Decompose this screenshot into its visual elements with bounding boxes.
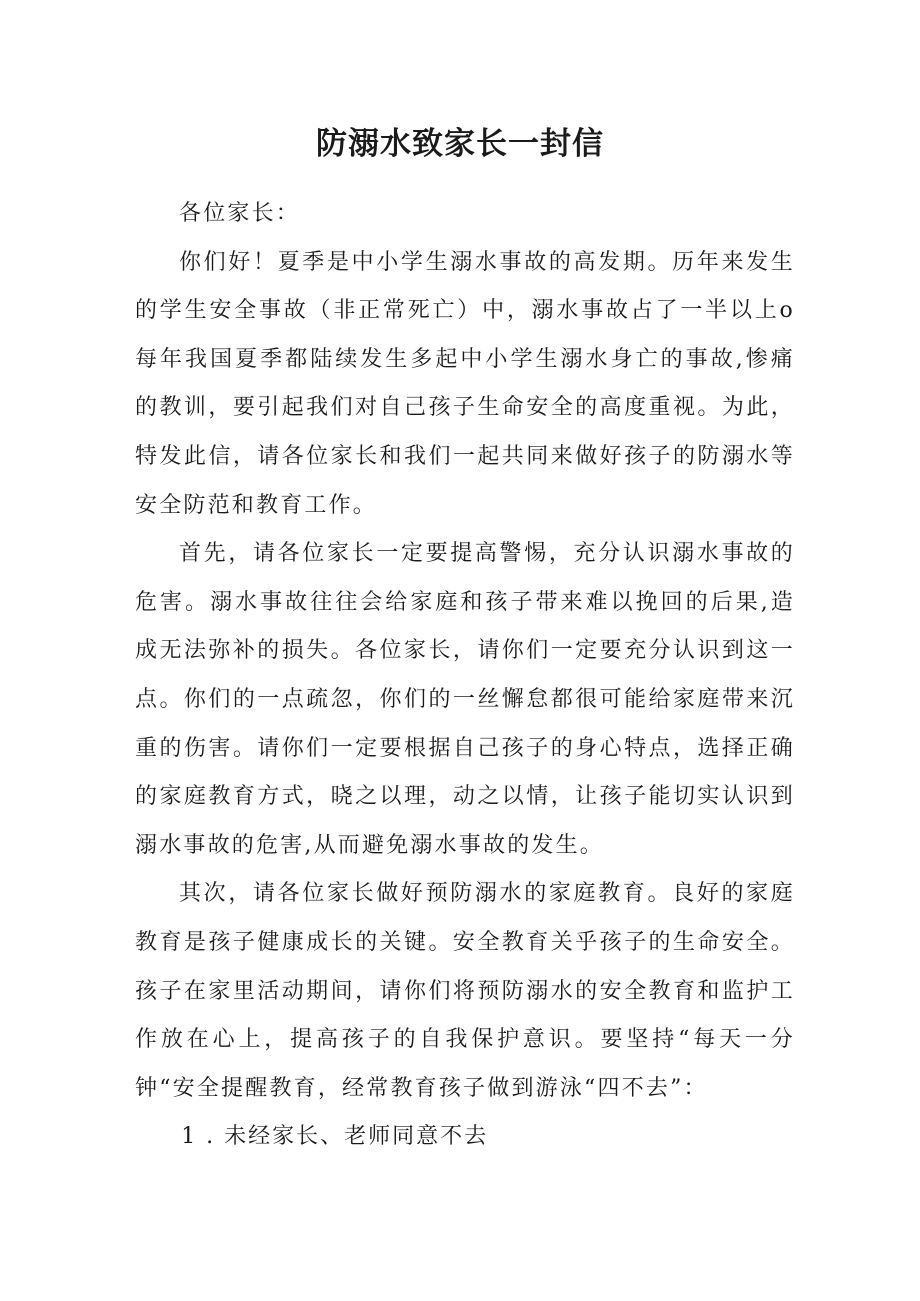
letter-body bbox=[135, 190, 795, 1162]
paragraph-second: 其次，请各位家长做好预防溺水的家庭教育。良好的家庭教育是孩子健康成长的关键。安全教育关乎孩子的生命安全。孩子在家里活动期间，请你们将预防溺水的安全教育和监护工作放在心上，提高孩子的自我保护意识。要坚持“每天一分钟“安全提醒教育，经常教育孩子做到游泳“四不去”： bbox=[135, 881, 795, 1101]
page-title: 防溺水致家长一封信 bbox=[316, 125, 604, 162]
paragraph-intro: 你们好！夏季是中小学生溺水事故的高发期。历年来发生的学生安全事故（非正常死亡）中，溺水事故占了一半以上o每年我国夏季都陆续发生多起中小学生溺水身亡的事故,惨痛的教训，要引起我们对自己孩子生命安全的高度重视。为此，特发此信，请各位家长和我们一起共同来做好孩子的防溺水等安全防范和教育工作。 bbox=[135, 249, 795, 518]
list-item: 1 . 未经家长、老师同意不去 bbox=[181, 1124, 489, 1150]
paragraph-first: 首先，请各位家长一定要提高警惕，充分认识溺水事故的危害。溺水事故往往会给家庭和孩子带来难以挽回的后果,造成无法弥补的损失。各位家长，请你们一定要充分认识到这一点。你们的一点疏忽，你们的一丝懈怠都很可能给家庭带来沉重的伤害。请你们一定要根据自己孩子的身心特点，选择正确的家庭教育方式，晓之以理，动之以情，让孩子能切实认识到溺水事故的危害,从而避免溺水事故的发生。 bbox=[135, 541, 795, 858]
salutation: 各位家长： bbox=[179, 201, 301, 226]
